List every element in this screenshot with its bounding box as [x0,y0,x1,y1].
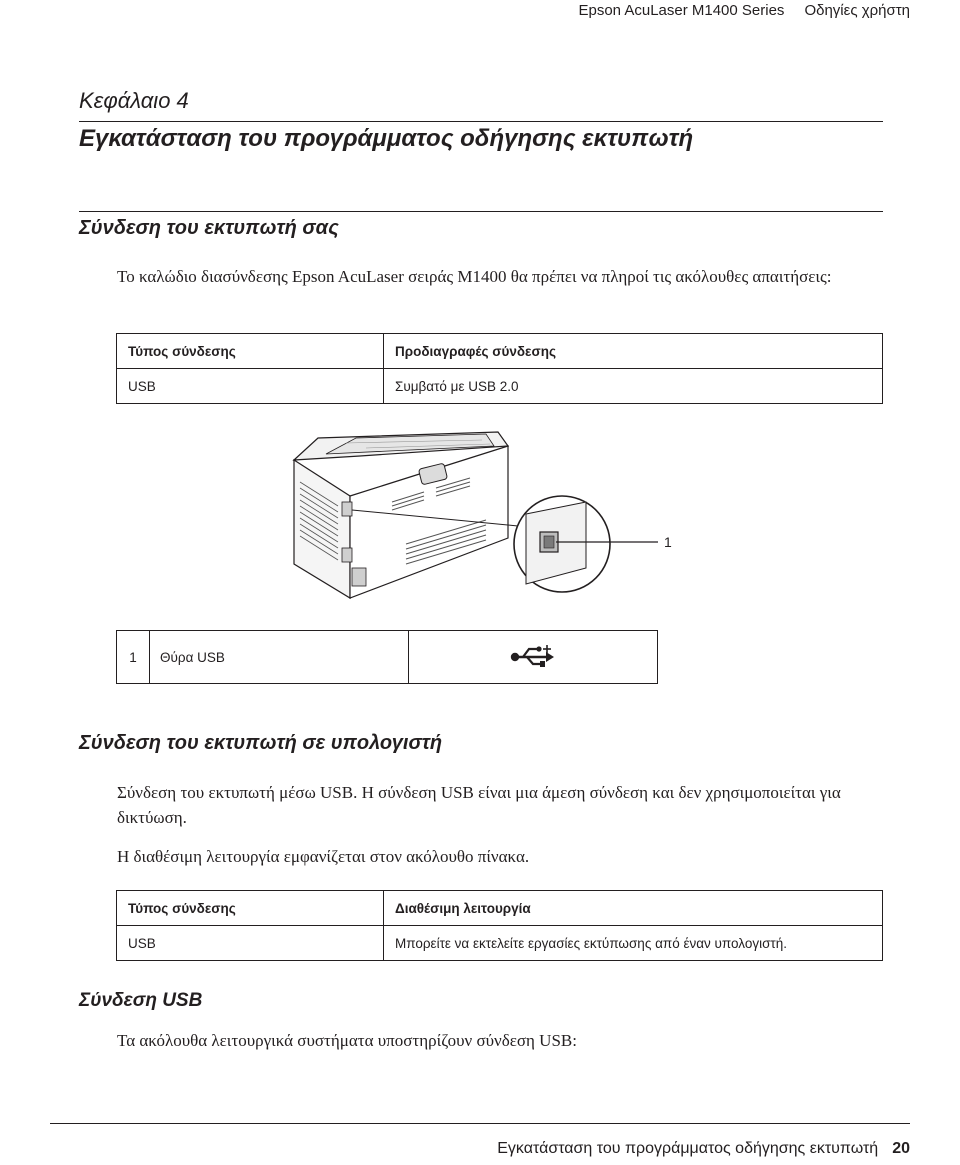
table-header-row [117,891,883,926]
section1-intro: Το καλώδιο διασύνδεσης Epson AcuLaser σειράς M1400 θα πρέπει να πληροί τις ακόλουθες απαιτήσεις: [117,267,832,286]
cable-spec-table [116,333,883,404]
section-title-connect-to-computer: Σύνδεση του εκτυπωτή σε υπολογιστή [79,732,443,754]
table-header-cell: Προδιαγραφές σύνδεσης [384,334,883,369]
chapter-rule [79,121,883,122]
section-rule [79,211,883,212]
table-header-cell: Διαθέσιμη λειτουργία [384,891,883,926]
table-cell: Συμβατό με USB 2.0 [384,369,883,404]
table-row [117,369,883,404]
usb-icon [510,643,556,669]
page-number: 20 [892,1140,910,1157]
power-socket [352,568,366,586]
chapter-number: Κεφάλαιο 4 [79,88,189,113]
usb-port-small [342,502,352,516]
table-row [117,926,883,961]
legend-icon-cell [409,631,658,684]
running-header [578,0,910,22]
legend-label: Θύρα USB [150,631,409,684]
table-header-cell: Τύπος σύνδεσης [117,334,384,369]
section2-paragraph-1: Σύνδεση του εκτυπωτή μέσω USB. Η σύνδεση USB είναι μια άμεση σύνδεση και δεν χρησιμοποιείται για δικτύωση. [117,783,841,827]
header-product: Epson AcuLaser M1400 Series [578,2,785,19]
header-guide: Οδηγίες χρήστη [804,2,910,19]
chapter-title: Εγκατάσταση του προγράμματος οδήγησης εκτυπωτή [79,125,694,152]
printer-side-panel [294,460,350,598]
section-title-printer-connection: Σύνδεση του εκτυπωτή σας [79,217,339,239]
table-cell: USB [117,369,384,404]
table-row [117,631,658,684]
footer-rule [50,1123,910,1124]
table-header-cell: Τύπος σύνδεσης [117,891,384,926]
power-switch [342,548,352,562]
legend-number: 1 [117,631,150,684]
figure-legend-table [116,630,658,684]
table-header-row [117,334,883,369]
table-cell: USB [117,926,384,961]
function-table [116,890,883,961]
table-cell: Μπορείτε να εκτελείτε εργασίες εκτύπωσης από έναν υπολογιστή. [384,926,883,961]
section-title-usb-connection: Σύνδεση USB [79,990,203,1011]
printer-rear-illustration [286,418,686,604]
callout-number: 1 [664,534,672,550]
running-footer [497,1140,910,1158]
section2-paragraph-2: Η διαθέσιμη λειτουργία εμφανίζεται στον ακόλουθο πίνακα. [117,847,530,866]
footer-chapter-title: Εγκατάσταση του προγράμματος οδήγησης εκτυπωτή [497,1140,879,1157]
section3-paragraph: Τα ακόλουθα λειτουργικά συστήματα υποστηρίζουν σύνδεση USB: [117,1031,577,1050]
